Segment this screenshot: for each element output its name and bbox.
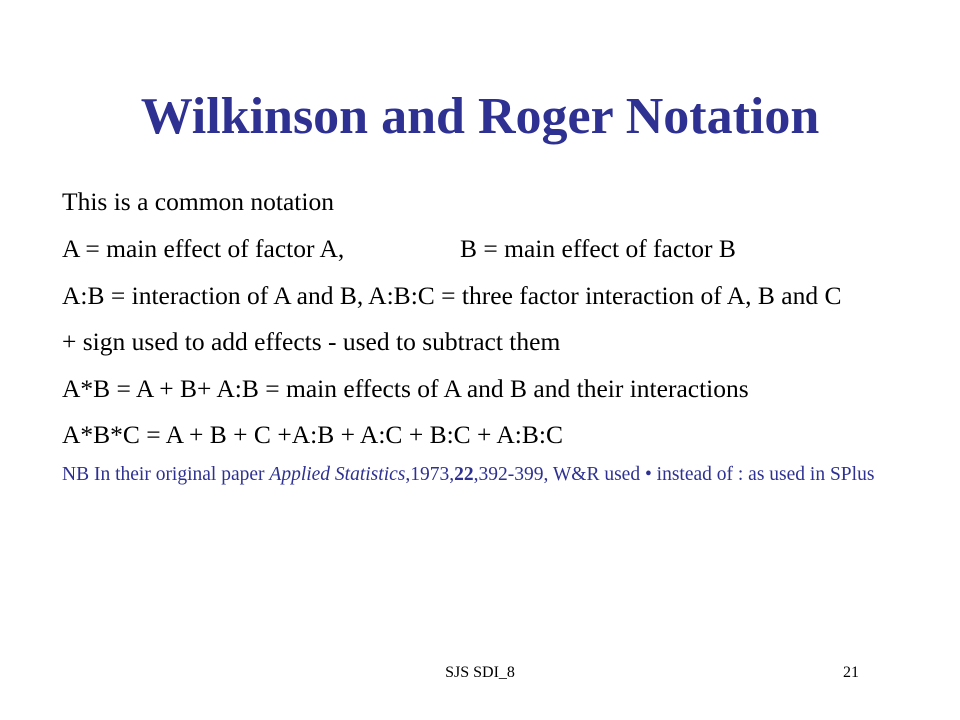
main-effect-b-text: B = main effect of factor B <box>460 234 736 264</box>
bullet-symbol-icon: • <box>644 464 652 486</box>
slide-body <box>62 186 912 488</box>
slide-title: Wilkinson and Roger Notation <box>140 88 820 145</box>
note-prefix: NB In their original paper <box>62 464 270 486</box>
note-volume: 22 <box>454 464 474 486</box>
footer-label: SJS SDI_8 <box>445 664 515 681</box>
note-suffix: instead of : as used in SPlus <box>651 464 875 486</box>
body-line-intro: This is a common notation <box>62 187 334 216</box>
body-line-a-star-b: A*B = A + B+ A:B = main effects of A and B and their interactions <box>62 373 749 403</box>
body-line-interaction: A:B = interaction of A and B, A:B:C = three factor interaction of A, B and C <box>62 280 842 310</box>
footnote <box>62 463 912 488</box>
note-rest: ,392-399, W&R used <box>473 464 645 486</box>
body-line-a-star-b-star-c: A*B*C = A + B + C +A:B + A:C + B:C + A:B:C <box>62 419 563 449</box>
main-effect-a-text: A = main effect of factor A, <box>62 234 345 264</box>
note-year: ,1973, <box>405 464 455 486</box>
note-journal: Applied Statistics <box>269 464 406 486</box>
page-number: 21 <box>843 664 859 681</box>
body-line-signs: + sign used to add effects - used to subtract them <box>62 327 561 357</box>
body-line-main-effects <box>62 233 912 265</box>
